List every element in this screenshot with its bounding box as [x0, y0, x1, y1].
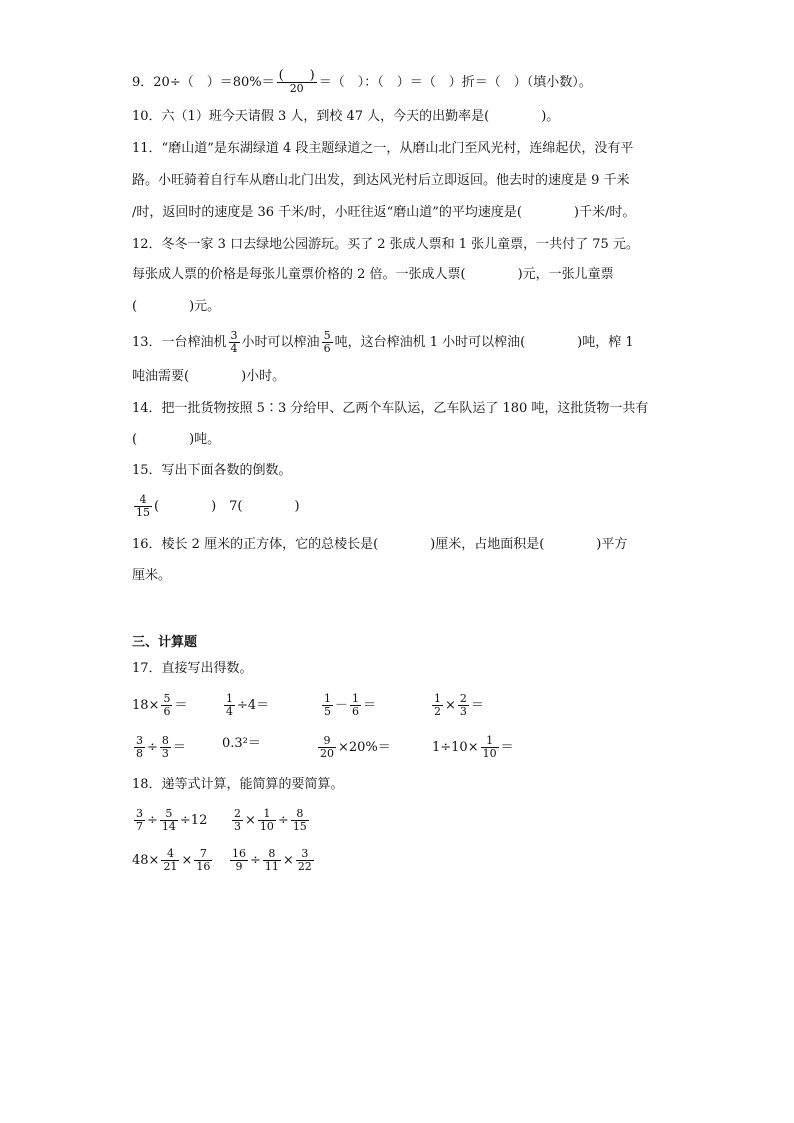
frac-den: 10 — [259, 820, 274, 833]
question-12-line2: 每张成人票的价格是每张儿童票价格的 2 倍。一张成人票( )元，一张儿童票 — [132, 267, 614, 282]
calc-18-2 — [230, 808, 311, 833]
question-11-line2: 路。小旺骑着自行车从磨山北门出发，到达风光村后立即返回。他去时的速度是 9 千米 — [132, 173, 630, 188]
calc-17-3-post: ＝ — [363, 698, 377, 713]
calc-17-4 — [430, 693, 484, 718]
calc-18-2-frac1 — [232, 808, 243, 833]
calc-17-2-post: ÷4＝ — [237, 698, 270, 713]
q13-fraction-2 — [322, 330, 333, 355]
calc-18-3-frac1 — [161, 848, 179, 873]
operator: ÷ — [147, 813, 158, 828]
frac-den: 4 — [226, 705, 233, 718]
question-9 — [132, 70, 592, 95]
calc-17-2 — [222, 693, 269, 718]
q13-f1-den: 4 — [230, 342, 238, 355]
q13-f2-den: 6 — [323, 342, 331, 355]
q9-part1: 9．20÷（ ）＝80%＝ — [132, 75, 275, 90]
operator: ÷ — [277, 813, 289, 828]
calc-18-3-frac2 — [194, 848, 212, 873]
operator: － — [335, 698, 349, 713]
calc-18-2-frac3 — [291, 808, 309, 833]
frac-num: 3 — [136, 807, 143, 820]
calc-17-2-frac — [224, 693, 235, 718]
question-11-line3: /时，返回时的速度是 36 千米/时，小旺往返“磨山道”的平均速度是( )千米/时。 — [132, 205, 636, 220]
calc-18-2-frac2 — [258, 808, 276, 833]
calc-17-7-frac — [318, 735, 336, 760]
frac-num: 4 — [161, 848, 179, 861]
calc-17-1-pre: 18× — [132, 698, 160, 713]
q9-frac-num: ( ) — [278, 68, 315, 83]
frac-num: 8 — [291, 808, 309, 821]
calc-18-4-frac1 — [230, 848, 248, 873]
q9-frac-den: 20 — [289, 82, 304, 95]
calc-18-4-frac3 — [296, 848, 314, 873]
calc-17-5-frac2 — [160, 735, 171, 760]
frac-den: 3 — [161, 747, 169, 760]
calc-17-3-frac2 — [350, 693, 361, 718]
frac-num: 2 — [459, 692, 467, 705]
frac-den: 2 — [434, 705, 441, 718]
q13-f2-num: 5 — [323, 329, 331, 342]
frac-den: 7 — [136, 820, 143, 833]
calc-17-7-post: ×20%＝ — [338, 740, 391, 755]
calc-17-1-frac — [161, 693, 172, 718]
frac-den: 9 — [235, 860, 243, 873]
frac-den: 16 — [196, 860, 211, 873]
calc-18-3 — [132, 848, 214, 873]
question-15-items — [132, 494, 300, 519]
calc-17-5-post: ＝ — [172, 740, 186, 755]
frac-den: 8 — [136, 747, 143, 760]
calc-18-1-frac1 — [134, 808, 145, 833]
question-12-line1: 12．冬冬一家 3 口去绿地公园游玩。买了 2 张成人票和 1 张儿童票，一共付了 75 元。 — [132, 237, 639, 252]
frac-num: 1 — [324, 692, 331, 705]
calc-17-7 — [316, 735, 391, 760]
question-11-line1: 11．“磨山道”是东湖绿道 4 段主题绿道之一，从磨山北门至风光村，连绵起伏，没有平 — [132, 141, 634, 156]
frac-den: 3 — [459, 705, 467, 718]
frac-num: 1 — [352, 692, 360, 705]
frac-num: 8 — [161, 734, 169, 747]
q13-text-a: 13．一台榨油机 — [132, 335, 227, 350]
calc-17-8-post: ＝ — [500, 740, 514, 755]
operator: × — [181, 853, 193, 868]
frac-num: 16 — [232, 847, 246, 860]
calc-18-4-frac2 — [263, 848, 281, 873]
calc-18-3-pre: 48× — [132, 853, 160, 868]
calc-17-1 — [132, 693, 187, 718]
frac-num: 5 — [163, 692, 171, 705]
frac-num: 1 — [481, 735, 499, 748]
frac-den: 10 — [482, 747, 497, 760]
question-14-line2: ( )吨。 — [132, 432, 221, 447]
frac-den: 21 — [163, 860, 178, 873]
question-16-line2: 厘米。 — [132, 568, 172, 583]
operator: × — [282, 853, 294, 868]
calc-18-1 — [132, 808, 207, 833]
calc-17-5 — [132, 735, 186, 760]
calc-17-3 — [320, 693, 376, 718]
frac-den: 11 — [264, 860, 279, 873]
frac-num: 3 — [136, 734, 143, 747]
frac-den: 15 — [292, 820, 307, 833]
frac-den: 5 — [324, 705, 331, 718]
frac-num: 8 — [263, 848, 281, 861]
frac-num: 7 — [194, 848, 212, 861]
question-13-line1 — [132, 330, 634, 355]
frac-den: 14 — [161, 820, 176, 833]
question-14-line1: 14．把一批货物按照 5∶3 分给甲、乙两个车队运，乙车队运了 180 吨，这批货物一共有 — [132, 401, 649, 416]
frac-num: 9 — [318, 735, 336, 748]
question-18-title: 18．递等式计算，能简算的要简算。 — [132, 777, 344, 792]
calc-17-4-frac1 — [432, 693, 443, 718]
frac-num: 3 — [296, 848, 314, 861]
calc-17-5-frac1 — [134, 735, 145, 760]
q9-part2: ＝（ ）：（ ）＝（ ）折＝（ ）（填小数）。 — [318, 75, 592, 90]
calc-17-3-frac1 — [322, 693, 333, 718]
operator: × — [245, 813, 256, 828]
operator: ÷ — [147, 740, 158, 755]
calc-18-4 — [228, 848, 316, 873]
question-16-line1: 16．棱长 2 厘米的正方体，它的总棱长是( )厘米，占地面积是( )平方 — [132, 537, 628, 552]
frac-den: 6 — [163, 705, 171, 718]
calc-17-6: 0.3²＝ — [222, 736, 261, 751]
q15-f-den: 15 — [136, 506, 150, 519]
calc-17-1-post: ＝ — [174, 698, 188, 713]
calc-17-4-post: ＝ — [470, 698, 484, 713]
frac-num: 1 — [434, 692, 441, 705]
frac-num: 1 — [226, 692, 233, 705]
q15-answers: ( ) 7( ) — [154, 499, 300, 514]
frac-den: 22 — [297, 860, 312, 873]
frac-num: 2 — [234, 807, 241, 820]
q13-text-c: 吨，这台榨油机 1 小时可以榨油( )吨，榨 1 — [334, 335, 634, 350]
frac-num: 1 — [258, 808, 276, 821]
frac-num: 5 — [160, 808, 178, 821]
q15-f-num: 4 — [134, 494, 152, 507]
question-17-title: 17．直接写出得数。 — [132, 661, 253, 676]
question-12-line3: ( )元。 — [132, 299, 221, 314]
frac-den: 20 — [320, 747, 334, 760]
section-3-heading: 三、计算题 — [132, 635, 198, 650]
operator: × — [445, 698, 456, 713]
question-13-line2: 吨油需要( )小时。 — [132, 369, 286, 384]
frac-den: 3 — [234, 820, 241, 833]
calc-17-8 — [432, 735, 514, 760]
calc-18-1-frac2 — [160, 808, 178, 833]
operator: ÷ — [250, 853, 261, 868]
question-15-title: 15．写出下面各数的倒数。 — [132, 463, 292, 478]
calc-17-8-frac — [481, 735, 499, 760]
calc-17-8-pre: 1÷10× — [432, 740, 479, 755]
q9-fraction — [277, 70, 317, 95]
frac-den: 6 — [352, 705, 360, 718]
q13-fraction-1 — [229, 330, 240, 355]
q13-text-b: 小时可以榨油 — [241, 335, 320, 350]
q15-fraction — [134, 494, 152, 519]
q13-f1-num: 3 — [230, 329, 238, 342]
calc-17-4-frac2 — [458, 693, 469, 718]
calc-18-1-post: ÷12 — [179, 813, 208, 828]
question-10: 10．六（1）班今天请假 3 人，到校 47 人，今天的出勤率是( )。 — [132, 109, 560, 124]
